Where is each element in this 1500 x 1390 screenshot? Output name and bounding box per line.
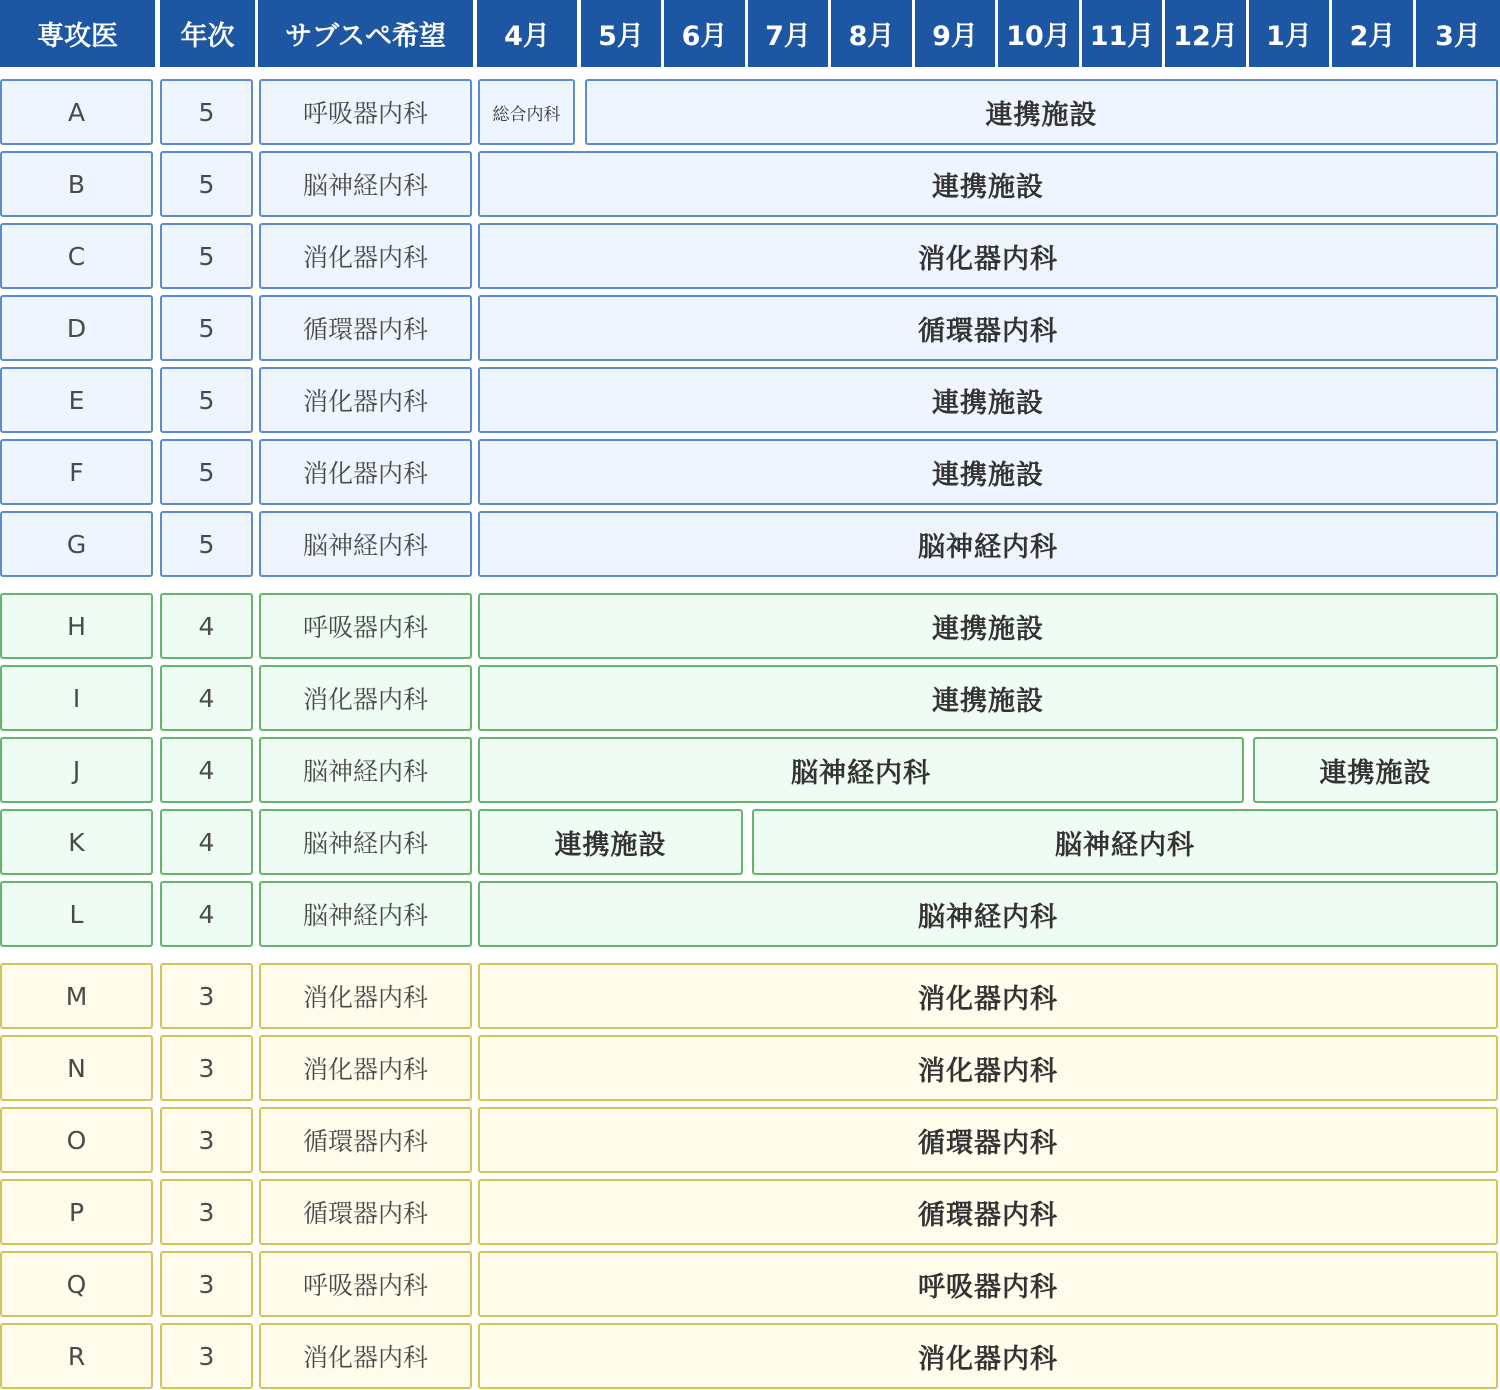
- subspecialty-label: 消化器内科: [302, 387, 428, 416]
- resident-cell: [0, 1251, 153, 1317]
- rotation-block: [478, 1323, 1498, 1389]
- rotation-block: [478, 963, 1498, 1029]
- rotation-block: [478, 1179, 1498, 1245]
- rotation-label: 消化器内科: [918, 243, 1058, 275]
- year-label: 4: [198, 899, 215, 929]
- rotation-block: [478, 737, 1244, 803]
- subspecialty-label: 循環器内科: [302, 1199, 428, 1228]
- resident-label: P: [68, 1197, 85, 1227]
- year-label: 3: [198, 1269, 215, 1299]
- resident-cell: [0, 295, 153, 361]
- resident-cell: [0, 223, 153, 289]
- resident-cell: [0, 511, 153, 577]
- subspecialty-label: 脳神経内科: [302, 901, 428, 930]
- month-header: [1082, 0, 1162, 67]
- rotation-label: 連携施設: [1319, 757, 1432, 789]
- resident-label: H: [67, 611, 86, 641]
- year-cell: [160, 881, 253, 947]
- resident-cell: [0, 881, 153, 947]
- resident-label: F: [69, 457, 84, 487]
- year-label: 4: [198, 755, 215, 785]
- year-label: 3: [198, 1341, 215, 1371]
- subspecialty-cell: [259, 1107, 472, 1173]
- month-header: [1416, 0, 1500, 67]
- rotation-block: [478, 665, 1498, 731]
- resident-cell: [0, 367, 153, 433]
- subspecialty-label: 脳神経内科: [302, 829, 428, 858]
- column-header-label: 専攻医: [37, 21, 118, 52]
- resident-label: C: [67, 241, 86, 271]
- rotation-label: 消化器内科: [918, 1343, 1058, 1375]
- month-header-label: 6月: [681, 21, 728, 52]
- year-cell: [160, 151, 253, 217]
- column-header-subspecialty: [258, 0, 473, 67]
- month-header-label: 8月: [848, 21, 895, 52]
- rotation-label: 連携施設: [554, 829, 667, 861]
- resident-label: L: [69, 899, 84, 929]
- subspecialty-cell: [259, 963, 472, 1029]
- month-header-label: 4月: [504, 21, 550, 52]
- year-label: 5: [198, 457, 215, 487]
- subspecialty-cell: [259, 295, 472, 361]
- column-header-label: 年次: [180, 21, 235, 52]
- year-cell: [160, 737, 253, 803]
- resident-label: Q: [66, 1269, 87, 1299]
- year-cell: [160, 1251, 253, 1317]
- resident-label: N: [67, 1053, 86, 1083]
- year-label: 4: [198, 683, 215, 713]
- month-header-label: 5月: [598, 21, 644, 52]
- year-cell: [160, 439, 253, 505]
- rotation-block: [478, 511, 1498, 577]
- year-label: 5: [198, 241, 215, 271]
- rotation-label: 循環器内科: [918, 1127, 1058, 1159]
- subspecialty-cell: [259, 367, 472, 433]
- subspecialty-label: 消化器内科: [302, 459, 428, 488]
- resident-label: O: [66, 1125, 87, 1155]
- rotation-block: [478, 881, 1498, 947]
- year-label: 4: [198, 611, 215, 641]
- subspecialty-cell: [259, 809, 472, 875]
- resident-label: B: [67, 169, 86, 199]
- year-cell: [160, 511, 253, 577]
- subspecialty-cell: [259, 151, 472, 217]
- subspecialty-cell: [259, 1323, 472, 1389]
- year-cell: [160, 1323, 253, 1389]
- subspecialty-label: 消化器内科: [302, 1343, 428, 1372]
- rotation-label: 脳神経内科: [791, 757, 931, 789]
- resident-label: R: [67, 1341, 86, 1371]
- month-header: [748, 0, 828, 67]
- year-cell: [160, 963, 253, 1029]
- rotation-block: [585, 79, 1498, 145]
- month-header-label: 2月: [1349, 21, 1396, 52]
- resident-label: A: [67, 97, 86, 127]
- subspecialty-cell: [259, 79, 472, 145]
- resident-label: M: [65, 981, 88, 1011]
- month-header: [1249, 0, 1329, 67]
- rotation-block: [478, 295, 1498, 361]
- year-label: 3: [198, 981, 215, 1011]
- resident-cell: [0, 151, 153, 217]
- month-header-label: 9月: [932, 21, 978, 52]
- resident-label: J: [72, 755, 81, 785]
- rotation-label: 循環器内科: [918, 315, 1058, 347]
- year-label: 5: [198, 97, 215, 127]
- year-cell: [160, 665, 253, 731]
- rotation-block: [478, 79, 575, 145]
- year-cell: [160, 223, 253, 289]
- resident-cell: [0, 809, 153, 875]
- year-cell: [160, 1035, 253, 1101]
- rotation-label: 連携施設: [932, 171, 1044, 203]
- resident-cell: [0, 593, 153, 659]
- subspecialty-cell: [259, 1179, 472, 1245]
- month-header-label: 12月: [1173, 21, 1238, 52]
- month-header: [581, 0, 661, 67]
- subspecialty-cell: [259, 223, 472, 289]
- resident-cell: [0, 665, 153, 731]
- year-label: 5: [198, 169, 215, 199]
- subspecialty-label: 脳神経内科: [302, 171, 428, 200]
- month-header-label: 3月: [1435, 21, 1481, 52]
- rotation-label: 脳神経内科: [918, 901, 1058, 933]
- subspecialty-label: 消化器内科: [302, 243, 428, 272]
- resident-cell: [0, 79, 153, 145]
- column-header-resident: [0, 0, 155, 67]
- rotation-block: [478, 151, 1498, 217]
- subspecialty-label: 消化器内科: [302, 1055, 428, 1084]
- rotation-label: 連携施設: [985, 99, 1098, 131]
- month-header-label: 7月: [765, 21, 811, 52]
- subspecialty-cell: [259, 1035, 472, 1101]
- subspecialty-cell: [259, 511, 472, 577]
- month-header: [1332, 0, 1413, 67]
- resident-cell: [0, 1107, 153, 1173]
- rotation-label: 消化器内科: [918, 1055, 1058, 1087]
- resident-cell: [0, 1035, 153, 1101]
- rotation-block: [478, 593, 1498, 659]
- subspecialty-cell: [259, 439, 472, 505]
- resident-label: I: [72, 683, 81, 713]
- subspecialty-label: 循環器内科: [302, 315, 428, 344]
- month-header-label: 11月: [1089, 21, 1155, 52]
- year-cell: [160, 1107, 253, 1173]
- subspecialty-cell: [259, 593, 472, 659]
- rotation-label: 連携施設: [932, 685, 1044, 717]
- resident-cell: [0, 439, 153, 505]
- rotation-block: [478, 1035, 1498, 1101]
- rotation-block: [478, 439, 1498, 505]
- year-cell: [160, 1179, 253, 1245]
- subspecialty-label: 循環器内科: [302, 1127, 428, 1156]
- year-label: 4: [198, 827, 215, 857]
- subspecialty-cell: [259, 665, 472, 731]
- rotation-label: 循環器内科: [918, 1199, 1058, 1231]
- rotation-block: [1253, 737, 1498, 803]
- subspecialty-label: 脳神経内科: [302, 757, 428, 786]
- rotation-label: 脳神経内科: [918, 531, 1058, 563]
- resident-label: E: [68, 385, 85, 415]
- subspecialty-cell: [259, 737, 472, 803]
- resident-label: G: [66, 529, 87, 559]
- subspecialty-label: 脳神経内科: [302, 531, 428, 560]
- rotation-block: [478, 223, 1498, 289]
- rotation-block: [478, 367, 1498, 433]
- resident-cell: [0, 1179, 153, 1245]
- month-header: [831, 0, 912, 67]
- subspecialty-label: 消化器内科: [302, 983, 428, 1012]
- subspecialty-label: 呼吸器内科: [302, 1271, 428, 1300]
- year-label: 5: [198, 385, 215, 415]
- rotation-label: 呼吸器内科: [918, 1271, 1058, 1303]
- month-header-label: 10月: [1006, 21, 1071, 52]
- year-label: 3: [198, 1125, 215, 1155]
- subspecialty-cell: [259, 1251, 472, 1317]
- month-header: [477, 0, 577, 67]
- month-header: [998, 0, 1079, 67]
- year-cell: [160, 295, 253, 361]
- rotation-label: 消化器内科: [918, 983, 1058, 1015]
- rotation-label: 連携施設: [932, 613, 1044, 645]
- rotation-block: [478, 1251, 1498, 1317]
- month-header: [664, 0, 745, 67]
- resident-cell: [0, 1323, 153, 1389]
- rotation-block: [752, 809, 1498, 875]
- rotation-block: [478, 809, 743, 875]
- rotation-block: [478, 1107, 1498, 1173]
- resident-cell: [0, 963, 153, 1029]
- resident-label: D: [66, 313, 87, 343]
- year-label: 5: [198, 313, 215, 343]
- subspecialty-label: 呼吸器内科: [302, 613, 428, 642]
- month-header: [915, 0, 995, 67]
- year-cell: [160, 809, 253, 875]
- year-label: 3: [198, 1053, 215, 1083]
- resident-label: K: [68, 827, 85, 857]
- rotation-label: 連携施設: [932, 459, 1044, 491]
- year-cell: [160, 367, 253, 433]
- month-header-label: 1月: [1266, 21, 1312, 52]
- rotation-label: 連携施設: [932, 387, 1044, 419]
- column-header-year: [160, 0, 255, 67]
- subspecialty-label: 呼吸器内科: [302, 99, 428, 128]
- subspecialty-label: 消化器内科: [302, 685, 428, 714]
- subspecialty-cell: [259, 881, 472, 947]
- year-label: 3: [198, 1197, 215, 1227]
- rotation-label: 総合内科: [492, 104, 561, 125]
- resident-cell: [0, 737, 153, 803]
- year-label: 5: [198, 529, 215, 559]
- year-cell: [160, 593, 253, 659]
- column-header-label: サブスペ希望: [285, 21, 446, 52]
- rotation-label: 脳神経内科: [1055, 829, 1195, 861]
- month-header: [1165, 0, 1246, 67]
- year-cell: [160, 79, 253, 145]
